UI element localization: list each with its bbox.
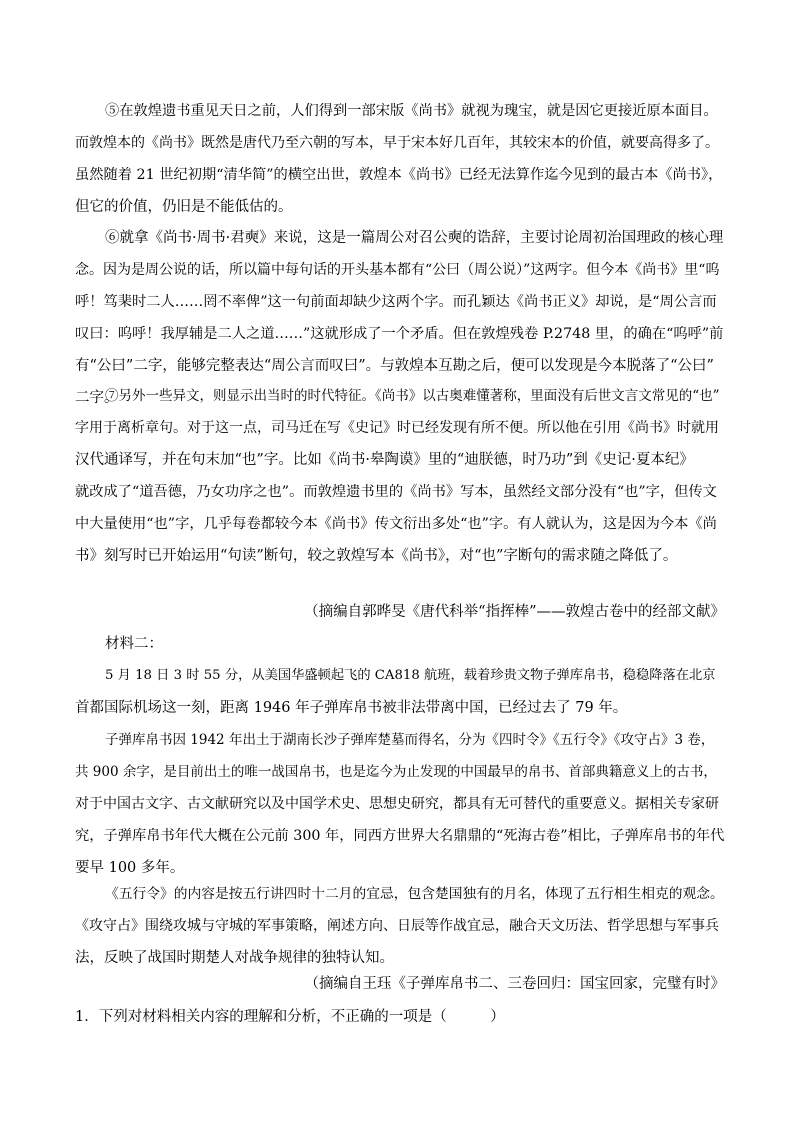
paragraph-line: 对于中国古文字、古文献研究以及中国学术史、思想史研究，都具有无可替代的重要意义。据相关专家研 bbox=[75, 796, 719, 812]
material2-paragraph-2 bbox=[75, 724, 725, 884]
paragraph-line: ⑦另外一些异文，则显示出当时的时代特征。《尚书》以古奥难懂著称，里面没有后世文言文常见的“也” bbox=[105, 388, 720, 404]
paragraph-line: 汉代通译写，并在句末加“也”字。比如《尚书·皋陶谟》里的“迪朕德，时乃功”到《史记·夏本纪》 bbox=[75, 452, 694, 468]
citation-material2: （摘编自王珏《子弹库帛书二、三卷回归：国宝回家，完璧有时》 bbox=[304, 976, 725, 992]
paragraph-5 bbox=[75, 95, 725, 223]
material2-paragraph-3 bbox=[75, 878, 725, 974]
question-1: 1．下列对材料相关内容的理解和分析，不正确的一项是（ ） bbox=[75, 1009, 505, 1025]
paragraph-line: 子弹库帛书因 1942 年出土于湖南长沙子弹库楚墓而得名，分为《四时令》《五行令》《攻守占》3 卷， bbox=[105, 732, 715, 748]
citation-material1: （摘编自郭晔旻《唐代科举“指挥棒”——敦煌古卷中的经部文献》 bbox=[304, 604, 725, 620]
paragraph-line: ⑤在敦煌遗书重见天日之前，人们得到一部宋版《尚书》就视为瑰宝，就是因它更接近原本面目。 bbox=[105, 103, 718, 119]
paragraph-line: 念。因为是周公说的话，所以篇中每句话的开头基本都有“公曰（周公说）”这两字。但今本《尚书》里“呜 bbox=[75, 262, 720, 278]
paragraph-line: 《攻守占》围绕攻城与守城的军事策略，阐述方向、日辰等作战宜忌，融合天文历法、哲学思想与军事兵 bbox=[75, 918, 719, 934]
paragraph-line: 二字。 bbox=[75, 390, 119, 406]
paragraph-line: 中大量使用“也”字，几乎每卷都较今本《尚书》传文衍出多处“也”字。有人就认为，这是因为今本《尚 bbox=[75, 516, 717, 532]
material2-label: 材料二： bbox=[105, 636, 163, 652]
paragraph-line: 共 900 余字，是目前出土的唯一战国帛书，也是迄今为止发现的中国最早的帛书、首部典籍意义上的古书， bbox=[75, 764, 717, 780]
paragraph-line: 而敦煌本的《尚书》既然是唐代乃至六朝的写本，早于宋本好几百年，其较宋本的价值，就要高得多了。 bbox=[75, 135, 719, 151]
paragraph-line: 首都国际机场这一刻，距离 1946 年子弹库帛书被非法带离中国，已经过去了 79 年。 bbox=[75, 700, 628, 716]
paragraph-line: 叹曰：呜呼！我厚辅是二人之道……”这就形成了一个矛盾。但在敦煌残卷 P.2748 里，的确在“呜呼”前 bbox=[75, 326, 724, 342]
material2-paragraph-1 bbox=[75, 660, 725, 724]
paragraph-line: 就改成了“道吾德，乃女功序之也”。而敦煌遗书里的《尚书》写本，虽然经文部分没有“也”字，但传文 bbox=[75, 484, 717, 500]
paragraph-line: 书》刻写时已开始运用“句读”断句，较之敦煌写本《尚书》，对“也”字断句的需求随之降低了。 bbox=[75, 548, 678, 564]
paragraph-line: 呼！笃棐时二人……罔不率俾”这一句前面却缺少这两个字。而孔颖达《尚书正义》却说，是“周公言而 bbox=[75, 294, 717, 310]
paragraph-7 bbox=[75, 380, 725, 572]
paragraph-line: 究，子弹库帛书年代大概在公元前 300 年，同西方世界大名鼎鼎的“死海古卷”相比，子弹库帛书的年代 bbox=[75, 828, 725, 844]
paragraph-line: 有“公曰”二字，能够完整表达“周公言而叹曰”。与敦煌本互勘之后，便可以发现是今本脱落了“公曰” bbox=[75, 358, 714, 374]
paragraph-line: 虽然随着 21 世纪初期“清华简”的横空出世，敦煌本《尚书》已经无法算作迄今见到的最古本《尚书》， bbox=[75, 167, 723, 183]
paragraph-line: ⑥就拿《尚书·周书·君奭》来说，这是一篇周公对召公奭的诰辞，主要讨论周初治国理政的核心理 bbox=[105, 230, 724, 246]
paragraph-line: 字用于离析章句。对于这一点，司马迁在写《史记》时已经发现有所不便。所以他在引用《尚书》时就用 bbox=[75, 420, 719, 436]
paragraph-line: 5 月 18 日 3 时 55 分，从美国华盛顿起飞的 CA818 航班，载着珍贵文物子弹库帛书，稳稳降落在北京 bbox=[105, 668, 716, 683]
paragraph-line: 法，反映了战国时期楚人对战争规律的独特认知。 bbox=[75, 950, 394, 966]
paragraph-line: 但它的价值，仍旧是不能低估的。 bbox=[75, 199, 293, 215]
paragraph-line: 要早 100 多年。 bbox=[75, 860, 185, 876]
paragraph-line: 《五行令》的内容是按五行讲四时十二月的宜忌，包含楚国独有的月名，体现了五行相生相克的观念。 bbox=[105, 886, 724, 902]
